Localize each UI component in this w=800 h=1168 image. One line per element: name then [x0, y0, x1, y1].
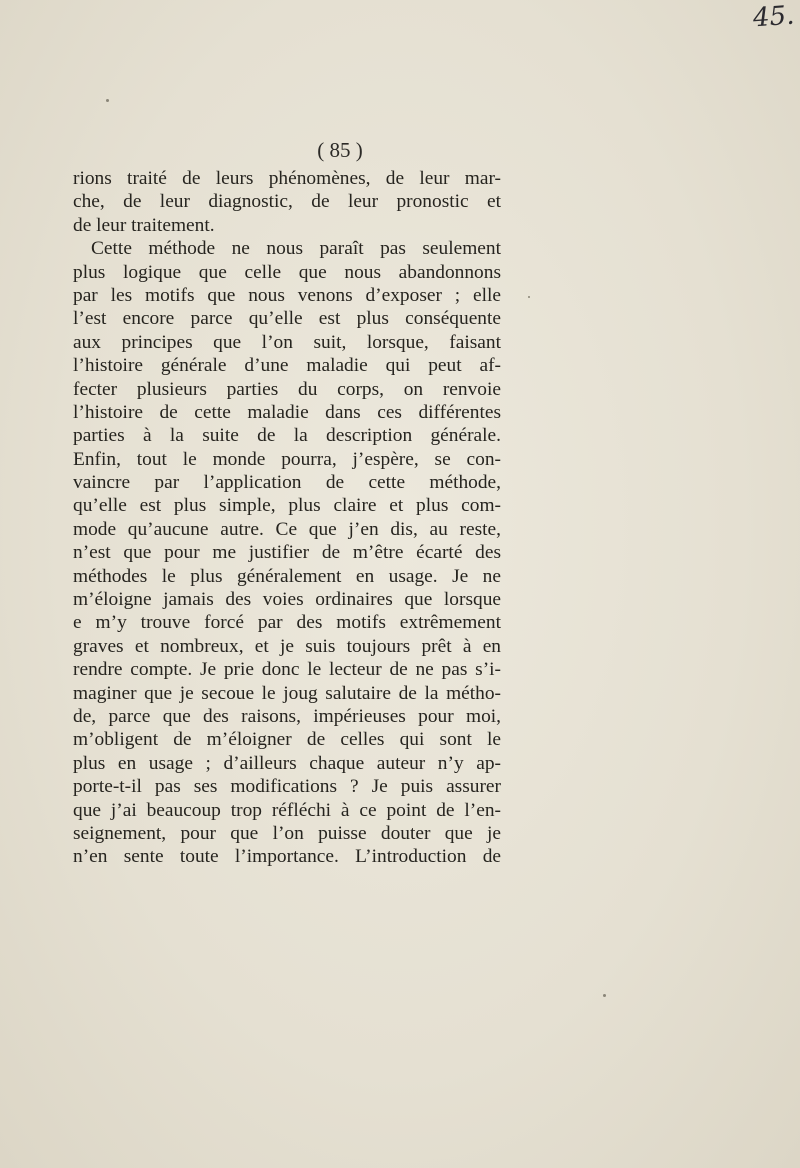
text-line-10: fecter plusieurs parties du corps, on renvoie: [73, 378, 501, 400]
text-line-30: n’en sente toute l’importance. L’introduction de: [73, 846, 501, 868]
text-line-26: plus en usage ; d’ailleurs chaque auteur n’y ap-: [73, 752, 501, 774]
paper-speck: [603, 994, 606, 997]
paper-speck: [528, 296, 530, 298]
text-line-17: n’est que pour me justifier de m’être écarté des: [73, 542, 501, 564]
text-line-29: seignement, pour que l’on puisse douter que je: [73, 822, 501, 844]
text-line-15: qu’elle est plus simple, plus claire et plus com-: [73, 495, 501, 517]
text-line-19: m’éloigne jamais des voies ordinaires que lorsque: [73, 589, 501, 611]
page-number: [0, 138, 800, 163]
text-line-5: plus logique que celle que nous abandonnons: [73, 261, 501, 283]
text-line-8: aux principes que l’on suit, lorsque, faisant: [73, 331, 501, 353]
body-text: [73, 167, 501, 869]
text-line-23: maginer que je secoue le joug salutaire de la métho-: [73, 682, 501, 704]
text-line-1: rions traité de leurs phénomènes, de leur mar-: [73, 168, 501, 189]
text-line-20: e m’y trouve forcé par des motifs extrêmement: [73, 612, 501, 634]
text-line-4: Cette méthode ne nous paraît pas seulement: [91, 238, 501, 260]
text-line-28: que j’ai beaucoup trop réfléchi à ce point de l’en-: [73, 799, 501, 821]
text-line-13: Enfin, tout le monde pourra, j’espère, se con-: [73, 448, 501, 470]
page-number-text: ( 85 ): [317, 138, 363, 162]
text-line-7: l’est encore parce qu’elle est plus conséquente: [73, 308, 501, 330]
text-line-11: l’histoire de cette maladie dans ces différentes: [73, 401, 501, 423]
text-line-21: graves et nombreux, et je suis toujours prêt à en: [73, 635, 501, 657]
text-line-14: vaincre par l’application de cette méthode,: [73, 472, 501, 494]
text-line-3: de leur traitement.: [73, 214, 215, 236]
text-line-24: de, parce que des raisons, impérieuses pour moi,: [73, 705, 501, 727]
text-line-16: mode qu’aucune autre. Ce que j’en dis, au reste,: [73, 518, 501, 540]
text-line-27: porte-t-il pas ses modifications ? Je puis assurer: [73, 776, 501, 798]
text-line-18: méthodes le plus généralement en usage. Je ne: [73, 565, 501, 587]
text-line-2: che, de leur diagnostic, de leur pronostic et: [73, 191, 501, 213]
text-line-6: par les motifs que nous venons d’exposer ; elle: [73, 284, 501, 306]
text-line-12: parties à la suite de la description générale.: [73, 425, 501, 447]
text-line-22: rendre compte. Je prie donc le lecteur de ne pas s’i-: [73, 659, 501, 681]
text-line-9: l’histoire générale d’une maladie qui peut af-: [73, 355, 501, 377]
paper-speck: [106, 99, 109, 102]
text-line-25: m’obligent de m’éloigner de celles qui sont le: [73, 729, 501, 751]
handwritten-folio-number: 45.: [751, 0, 795, 34]
